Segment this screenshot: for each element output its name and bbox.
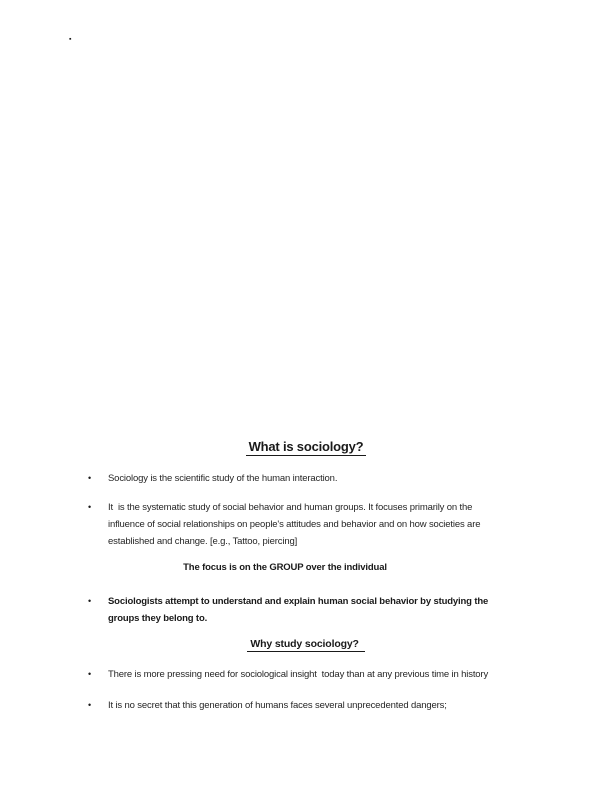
bullet-marker: • xyxy=(88,700,92,710)
text-line: established and change. [e.g., Tattoo, piercing] xyxy=(108,536,298,547)
bullet-text xyxy=(108,499,562,550)
text-line: influence of social relationships on people's attitudes and behavior and on how societies are xyxy=(108,519,481,530)
heading-why-study-sociology: Why study sociology? xyxy=(247,638,364,652)
bullet-item-scientific-study xyxy=(88,470,562,487)
bullet-marker: • xyxy=(88,473,92,483)
stray-bullet-marker: ▪ xyxy=(69,36,72,43)
section-heading-why-study-sociology xyxy=(0,634,612,652)
text-line: Sociologists attempt to understand and explain human social behavior by studying the xyxy=(108,596,489,607)
bullet-marker: • xyxy=(88,596,92,606)
bullet-text xyxy=(108,666,562,683)
bullet-item-no-secret xyxy=(88,697,562,714)
text-line: It is the systematic study of social behavior and human groups. It focuses primarily on the xyxy=(108,502,473,513)
bullet-item-pressing-need xyxy=(88,666,562,683)
focus-statement: The focus is on the GROUP over the individual xyxy=(183,562,387,573)
bullet-text xyxy=(108,593,562,627)
bullet-item-sociologists-attempt xyxy=(88,593,562,627)
section-heading-what-is-sociology xyxy=(0,438,612,456)
text-line: There is more pressing need for sociological insight today than at any previous time in history xyxy=(108,669,489,680)
bullet-item-systematic-study xyxy=(88,499,562,550)
bullet-text xyxy=(108,697,562,714)
text-line: groups they belong to. xyxy=(108,613,208,624)
bullet-marker: • xyxy=(88,669,92,679)
text-line: It is no secret that this generation of humans faces several unprecedented dangers; xyxy=(108,700,447,711)
bullet-text xyxy=(108,470,562,487)
heading-what-is-sociology: What is sociology? xyxy=(246,439,367,456)
bullet-marker: • xyxy=(88,502,92,512)
text-line: Sociology is the scientific study of the human interaction. xyxy=(108,473,338,484)
